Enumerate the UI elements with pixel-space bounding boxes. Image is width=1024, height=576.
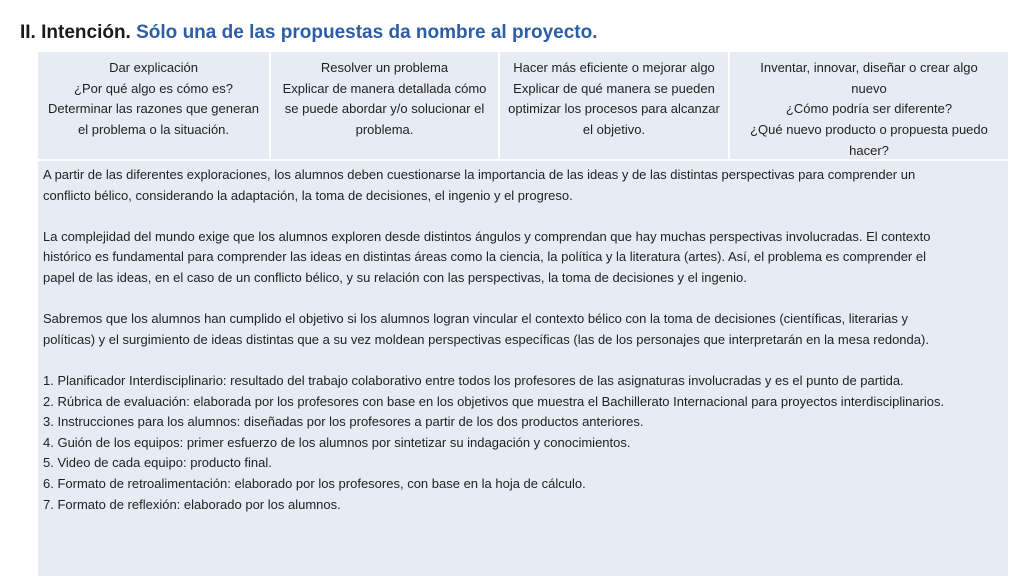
cell-line: ¿Cómo podría ser diferente? — [785, 101, 953, 117]
body-line: histórico es fundamental para comprender las ideas en distintas áreas como la ciencia, la política y la literatura (artes). Así, el problema es comprender el — [43, 249, 926, 265]
cell-line: Hacer más eficiente o mejorar algo — [513, 60, 715, 75]
cell-line: Dar explicación — [109, 60, 198, 75]
body-line: Sabremos que los alumnos han cumplido el objetivo si los alumnos logran vincular el contexto bélico con la toma de decisiones (científicas, literarias y — [43, 311, 908, 327]
body-line: papel de las ideas, en el caso de un conflicto bélico, y su relación con las perspectivas, la toma de decisiones y el ingenio. — [43, 269, 747, 285]
body-line: conflicto bélico, considerando la adaptación, la toma de decisiones, el ingenio y el progreso. — [43, 187, 573, 203]
cell-line: el objetivo. — [582, 122, 646, 138]
cell-line: el problema o la situación. — [77, 122, 230, 138]
list-item: 2. Rúbrica de evaluación: elaborada por los profesores con base en los objetivos que muestra el Bachillerato Internacional para proyectos interdisciplinarios. — [43, 393, 945, 409]
list-item: 5. Video de cada equipo: producto final. — [43, 455, 272, 471]
body-line: A partir de las diferentes exploraciones, los alumnos deben cuestionarse la importancia de las ideas y de las distintas perspectivas para comprender un — [43, 167, 916, 182]
body-line: políticas) y el surgimiento de ideas distintas que a su vez moldean perspectivas específicas (las de los personajes que interpretarán en la mesa redonda). — [43, 331, 929, 347]
header-cell-improve — [500, 55, 728, 157]
list-item: 6. Formato de retroalimentación: elaborado por los profesores, con base en la hoja de cálculo. — [43, 475, 586, 491]
list-item: 1. Planificador Interdisciplinario: resultado del trabajo colaborativo entre todos los profesores de las asignaturas involucradas y es el punto de partida. — [43, 372, 904, 388]
header-cell-solve — [271, 55, 498, 157]
header-cell-explain — [38, 55, 269, 157]
cell-line: Explicar de manera detallada cómo — [282, 80, 487, 96]
slide-title — [20, 22, 598, 44]
cell-line: Explicar de qué manera se pueden — [513, 80, 715, 96]
cell-line: se puede abordar y/o solucionar el — [284, 101, 485, 117]
header-cell-innovate — [730, 55, 1008, 157]
list-item: 3. Instrucciones para los alumnos: diseñadas por los profesores a partir de los dos productos anteriores. — [43, 414, 644, 430]
cell-line: optimizar los procesos para alcanzar — [508, 101, 720, 117]
cell-line: Determinar las razones que generan — [47, 101, 259, 117]
header-row — [38, 52, 1008, 159]
intention-table — [38, 52, 1008, 576]
table-body-cell — [43, 165, 1003, 515]
cell-line: hacer? — [849, 142, 889, 158]
cell-line: ¿Por qué algo es cómo es? — [74, 80, 233, 96]
cell-line: Resolver un problema — [320, 60, 449, 75]
list-item: 7. Formato de reflexión: elaborado por los alumnos. — [43, 496, 341, 512]
title-accent: Sólo una de las propuestas da nombre al proyecto. — [136, 22, 598, 43]
title-prefix: II. Intención. — [20, 22, 131, 43]
cell-line: ¿Qué nuevo producto o propuesta puedo — [750, 122, 988, 138]
cell-line: nuevo — [851, 80, 887, 96]
cell-line: Inventar, innovar, diseñar o crear algo — [760, 60, 978, 75]
cell-line: problema. — [355, 122, 414, 138]
list-item: 4. Guión de los equipos: primer esfuerzo de los alumnos por sintetizar su indagación y conocimientos. — [43, 434, 631, 450]
body-line: La complejidad del mundo exige que los alumnos exploren desde distintos ángulos y comprendan que hay muchas perspectivas involucradas. El contexto — [43, 228, 931, 244]
row-divider — [38, 159, 1008, 161]
